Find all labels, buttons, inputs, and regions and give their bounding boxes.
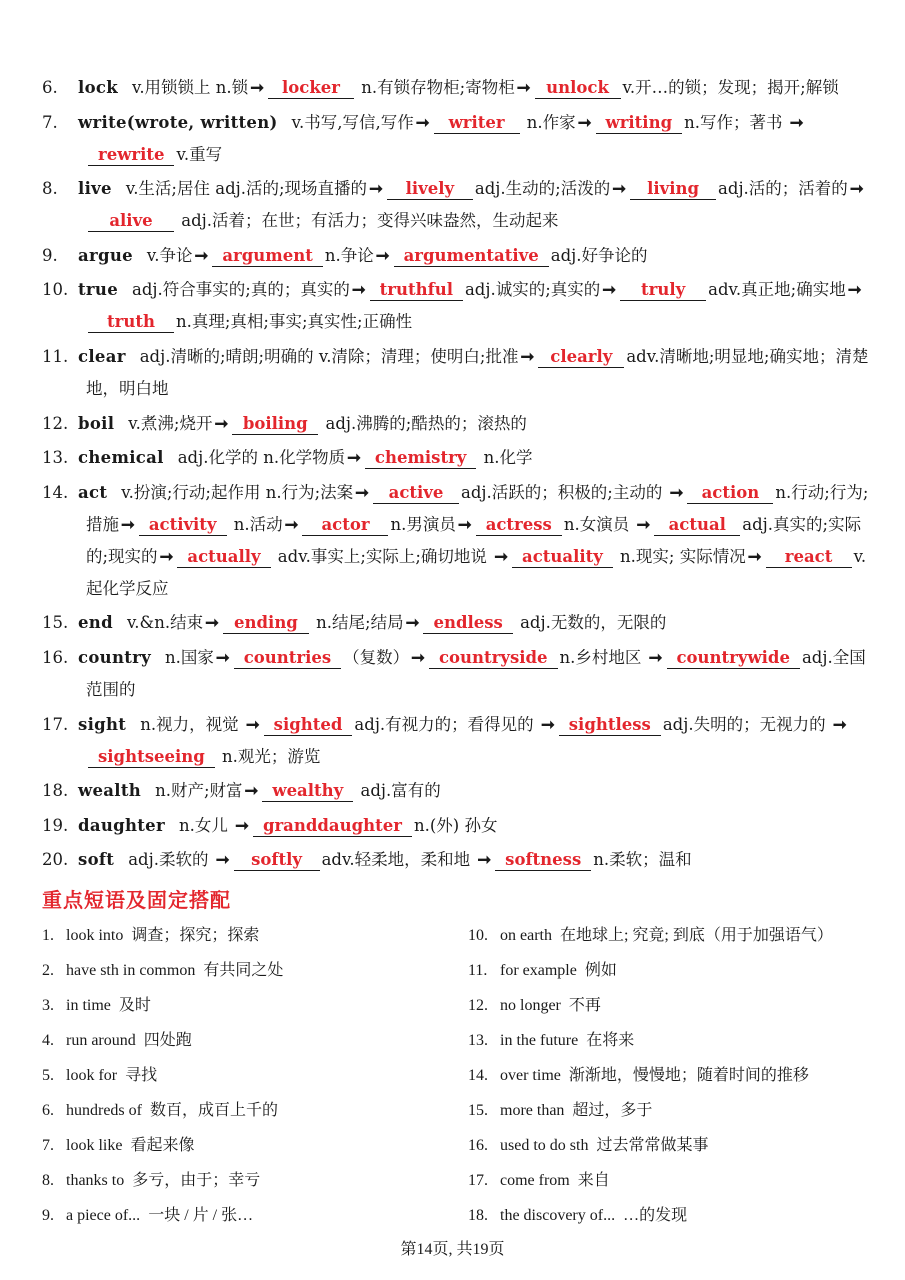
definition-text: n.化学 [478, 448, 533, 468]
phrase-item [468, 1198, 888, 1233]
phrase-item [42, 1163, 482, 1198]
answer-blank: alive [88, 211, 174, 232]
headword: soft [78, 850, 115, 870]
headword: daughter [78, 815, 165, 835]
vocab-entry [42, 607, 872, 639]
answer-blank: softly [234, 850, 320, 871]
phrase-english: look like [66, 1137, 123, 1154]
entry-number: 20. [42, 850, 69, 870]
answer-blank: actual [654, 515, 740, 536]
definition-text: n.柔软；温和 [593, 850, 692, 870]
definition-text: adj.沸腾的;酷热的；滚热的 [320, 413, 527, 433]
answer-blank: sightseeing [88, 747, 215, 768]
answer-blank: ending [223, 613, 309, 634]
phrase-english: a piece of... [66, 1207, 141, 1224]
arrow-icon: ➞ [159, 546, 174, 566]
headword: boil [78, 413, 115, 433]
phrase-number: 18. [468, 1207, 488, 1224]
answer-blank: wealthy [262, 781, 353, 802]
phrase-item [42, 1023, 482, 1058]
phrase-number: 1. [42, 927, 54, 944]
phrase-english: look for [66, 1067, 118, 1084]
definition-text: n.写作；著书 [684, 112, 788, 132]
definition-text: adj.真实的;实际的;现实的 [86, 514, 862, 566]
answer-blank: granddaughter [253, 816, 412, 837]
definition-text: v.扮演;行动;起作用 n.行为;法案 [121, 482, 354, 502]
entry-number: 14. [42, 482, 69, 502]
answer-blank: activity [139, 515, 227, 536]
definition-text: adj.柔软的 [128, 850, 214, 870]
arrow-icon: ➞ [347, 448, 361, 468]
definition-text: n.行动;行为;措施 [86, 482, 869, 534]
phrase-chinese: 及时 [118, 997, 151, 1014]
arrow-icon: ➞ [516, 78, 531, 97]
definition-text: adj.无数的，无限的 [514, 613, 667, 633]
definition-text: adv.事实上;实际上;确切地说 [272, 546, 493, 566]
phrase-item [468, 988, 888, 1023]
phrase-chinese: 寻找 [125, 1067, 158, 1084]
definition-text: adj.有视力的；看得见的 [354, 714, 539, 734]
arrow-icon: ➞ [244, 781, 259, 801]
phrase-english: over time [500, 1067, 561, 1084]
phrase-number: 5. [42, 1067, 54, 1084]
phrase-chinese: 超过，多于 [572, 1102, 653, 1119]
phrase-english: come from [500, 1172, 570, 1189]
phrase-item [468, 953, 888, 988]
phrase-item [42, 953, 482, 988]
answer-blank: truthful [370, 280, 463, 301]
entry-number: 13. [42, 448, 69, 468]
vocab-entry [42, 240, 872, 272]
phrase-number: 14. [468, 1067, 488, 1084]
vocab-entry [42, 341, 872, 405]
vocab-entry [42, 810, 872, 842]
entry-number: 6. [42, 78, 58, 97]
phrase-chinese: 多亏，由于；幸亏 [132, 1172, 261, 1189]
phrase-item [468, 918, 888, 953]
phrase-number: 17. [468, 1172, 488, 1189]
arrow-icon: ➞ [494, 546, 509, 566]
phrase-number: 2. [42, 962, 54, 979]
answer-blank: actually [177, 547, 270, 568]
phrase-english: on earth [500, 927, 552, 944]
arrow-icon: ➞ [849, 179, 864, 199]
phrase-number: 12. [468, 997, 488, 1014]
answer-blank: argumentative [394, 246, 549, 267]
definition-text: n.观光；游览 [216, 746, 321, 766]
phrase-chinese: 来自 [577, 1172, 610, 1189]
phrase-chinese: …的发现 [623, 1207, 688, 1224]
answer-blank: writer [434, 113, 520, 134]
arrow-icon: ➞ [612, 179, 627, 199]
headword: chemical [78, 448, 164, 468]
phrase-item [42, 1198, 482, 1233]
phrase-chinese: 数百，成百上千的 [149, 1102, 278, 1119]
phrase-english: more than [500, 1102, 565, 1119]
answer-blank: living [630, 179, 716, 200]
answer-blank: truly [620, 280, 706, 301]
answer-blank: argument [212, 246, 323, 267]
arrow-icon: ➞ [215, 850, 230, 870]
vocab-entry [42, 72, 872, 104]
answer-blank: action [687, 483, 773, 504]
entry-number: 16. [42, 647, 69, 667]
phrase-chinese: 过去常常做某事 [596, 1137, 709, 1154]
definition-text: v.用锁锁上 n.锁 [131, 78, 249, 97]
phrase-list-left [42, 918, 482, 1233]
definition-text: adv.清晰地;明显地;确实地；清楚地，明白地 [86, 346, 869, 398]
entry-number: 17. [42, 714, 69, 734]
phrase-number: 7. [42, 1137, 54, 1154]
answer-blank: truth [88, 312, 174, 333]
answer-blank: actor [302, 515, 388, 536]
arrow-icon: ➞ [747, 546, 762, 566]
arrow-icon: ➞ [847, 280, 862, 300]
answer-blank: react [766, 547, 852, 568]
answer-blank: active [373, 483, 459, 504]
definition-text: adj.活着；在世；有活力；变得兴味盎然，生动起来 [176, 211, 559, 231]
answer-blank: actuality [512, 547, 613, 568]
phrase-chinese: 渐渐地，慢慢地；随着时间的推移 [568, 1067, 809, 1084]
phrase-english: look into [66, 927, 124, 944]
phrase-item [468, 1128, 888, 1163]
arrow-icon: ➞ [405, 613, 420, 633]
arrow-icon: ➞ [415, 112, 430, 132]
arrow-icon: ➞ [636, 514, 651, 534]
phrase-number: 8. [42, 1172, 54, 1189]
headword: lock [78, 78, 118, 97]
headword: act [78, 482, 108, 502]
arrow-icon: ➞ [369, 179, 383, 199]
vocab-entry [42, 442, 872, 474]
definition-text: n.结尾;结局 [310, 613, 404, 633]
arrow-icon: ➞ [214, 413, 229, 433]
arrow-icon: ➞ [355, 482, 369, 502]
arrow-icon: ➞ [602, 280, 617, 300]
definition-text: v.争论 [146, 245, 193, 265]
phrase-chinese: 一块 / 片 / 张… [148, 1207, 254, 1224]
answer-blank: softness [495, 850, 591, 871]
phrase-english: in the future [500, 1032, 579, 1049]
phrase-english: for example [500, 962, 577, 979]
definition-text: adj.清晰的;晴朗;明确的 v.清除；清理；使明白;批准 [139, 346, 519, 366]
phrase-number: 15. [468, 1102, 488, 1119]
definition-text: n.乡村地区 [559, 647, 647, 667]
entry-number: 9. [42, 245, 58, 265]
phrase-number: 3. [42, 997, 54, 1014]
definition-text: adv.轻柔地，柔和地 [321, 850, 476, 870]
definition-text: adj.好争论的 [550, 245, 648, 265]
phrase-english: no longer [500, 997, 561, 1014]
phrase-english: thanks to [66, 1172, 125, 1189]
phrase-chinese: 在地球上; 究竟; 到底（用于加强语气） [559, 927, 833, 944]
phrase-item [468, 1093, 888, 1128]
phrase-chinese: 例如 [584, 962, 617, 979]
answer-blank: boiling [232, 414, 318, 435]
phrase-number: 9. [42, 1207, 54, 1224]
phrase-item [42, 1058, 482, 1093]
phrase-number: 4. [42, 1032, 54, 1049]
arrow-icon: ➞ [648, 647, 663, 667]
headword: clear [78, 346, 126, 366]
entry-number: 12. [42, 413, 69, 433]
answer-blank: rewrite [88, 145, 174, 166]
headword: argue [78, 245, 133, 265]
vocab-entry [42, 844, 872, 876]
definition-text: v.&n.结束 [126, 613, 204, 633]
headword: write(wrote, written) [78, 112, 278, 132]
definition-text: n.真理;真相;事实;真实性;正确性 [176, 312, 413, 332]
vocab-entry [42, 173, 872, 237]
definition-text: v.生活;居住 adj.活的;现场直播的 [125, 179, 368, 199]
answer-blank: endless [423, 613, 512, 634]
definition-text: adj.失明的；无视力的 [662, 714, 831, 734]
arrow-icon: ➞ [520, 346, 535, 366]
phrase-chinese: 在将来 [586, 1032, 635, 1049]
definition-text: v.重写 [176, 144, 223, 164]
phrase-number: 16. [468, 1137, 488, 1154]
answer-blank: countries [234, 648, 341, 669]
phrase-item [42, 1128, 482, 1163]
arrow-icon: ➞ [577, 112, 592, 132]
definition-text: v.开…的锁；发现；揭开;解锁 [622, 78, 839, 97]
arrow-icon: ➞ [215, 647, 230, 667]
definition-text: n.男演员 [390, 514, 456, 534]
definition-text: adj.符合事实的;真的；真实的 [132, 280, 350, 300]
headword: country [78, 647, 152, 667]
entry-number: 18. [42, 781, 69, 801]
entry-number: 11. [42, 346, 69, 366]
arrow-icon: ➞ [284, 514, 299, 534]
vocab-entry [42, 477, 872, 605]
arrow-icon: ➞ [351, 280, 366, 300]
answer-blank: sighted [264, 715, 353, 736]
section-title: 重点短语及固定搭配 [42, 888, 231, 912]
entry-number: 10. [42, 280, 69, 300]
definition-text: n.作家 [521, 112, 576, 132]
phrase-english: in time [66, 997, 111, 1014]
page-footer: 第14页, 共19页 [400, 1241, 505, 1258]
answer-blank: locker [268, 78, 354, 99]
phrase-item [468, 1058, 888, 1093]
answer-blank: countryside [429, 648, 558, 669]
phrase-number: 6. [42, 1102, 54, 1119]
vocab-entry [42, 775, 872, 807]
arrow-icon: ➞ [205, 613, 219, 633]
phrase-english: the discovery of... [500, 1207, 616, 1224]
definition-text: adj.活的；活着的 [718, 179, 848, 199]
definition-text: n.活动 [228, 514, 283, 534]
vocab-entry [42, 642, 872, 706]
definition-text: adj.化学的 n.化学物质 [177, 448, 346, 468]
definition-text: adj.富有的 [355, 781, 441, 801]
phrase-english: hundreds of [66, 1102, 142, 1119]
definition-text: n.(外) 孙女 [413, 815, 498, 835]
phrase-item [42, 988, 482, 1023]
entry-number: 7. [42, 112, 58, 132]
arrow-icon: ➞ [194, 245, 209, 265]
definition-text: n.女儿 [178, 815, 234, 835]
answer-blank: unlock [535, 78, 621, 99]
headword: sight [78, 714, 127, 734]
headword: true [78, 280, 119, 300]
definition-text: n.女演员 [563, 514, 635, 534]
phrase-chinese: 四处跑 [143, 1032, 192, 1049]
phrase-number: 11. [468, 962, 488, 979]
definition-text: n.财产;财富 [155, 781, 243, 801]
phrase-item [468, 1163, 888, 1198]
definition-text: v.煮沸;烧开 [128, 413, 213, 433]
answer-blank: sightless [559, 715, 661, 736]
vocab-entry [42, 274, 872, 338]
arrow-icon: ➞ [375, 245, 390, 265]
arrow-icon: ➞ [832, 714, 847, 734]
definition-text: n.有锁存物柜;寄物柜 [356, 78, 515, 97]
answer-blank: writing [596, 113, 683, 134]
phrase-number: 13. [468, 1032, 488, 1049]
arrow-icon: ➞ [457, 514, 472, 534]
entry-number: 8. [42, 179, 58, 199]
entry-number: 19. [42, 815, 69, 835]
arrow-icon: ➞ [250, 78, 265, 97]
vocab-entry [42, 107, 872, 171]
arrow-icon: ➞ [540, 714, 555, 734]
phrase-number: 10. [468, 927, 488, 944]
answer-blank: actress [476, 515, 562, 536]
phrase-item [42, 918, 482, 953]
phrase-chinese: 看起来像 [130, 1137, 195, 1154]
phrase-chinese: 不再 [568, 997, 601, 1014]
arrow-icon: ➞ [669, 482, 684, 502]
definition-text: adj.诚实的;真实的 [464, 280, 601, 300]
answer-blank: countrywide [667, 648, 800, 669]
arrow-icon: ➞ [477, 850, 492, 870]
phrase-list-right [468, 918, 888, 1233]
arrow-icon: ➞ [789, 112, 804, 132]
definition-text: n.视力，视觉 [140, 714, 244, 734]
vocabulary-list [42, 72, 872, 879]
definition-text: v.书写,写信,写作 [291, 112, 414, 132]
entry-number: 15. [42, 613, 69, 633]
phrase-english: have sth in common [66, 962, 196, 979]
phrase-english: run around [66, 1032, 136, 1049]
phrase-item [42, 1093, 482, 1128]
arrow-icon: ➞ [411, 647, 425, 667]
phrase-item [468, 1023, 888, 1058]
definition-text: adj.活跃的；积极的;主动的 [461, 482, 668, 502]
definition-text: （复数） [343, 647, 410, 667]
headword: live [78, 179, 112, 199]
arrow-icon: ➞ [121, 514, 135, 534]
arrow-icon: ➞ [235, 815, 249, 835]
phrase-english: used to do sth [500, 1137, 589, 1154]
arrow-icon: ➞ [245, 714, 260, 734]
phrase-chinese: 有共同之处 [203, 962, 284, 979]
answer-blank: clearly [538, 347, 624, 368]
phrase-chinese: 调查；探究；探索 [131, 927, 260, 944]
definition-text: adj.生动的;活泼的 [474, 179, 611, 199]
definition-text: n.争论 [324, 245, 374, 265]
vocab-entry [42, 709, 872, 773]
definition-text: n.国家 [165, 647, 214, 667]
vocab-entry [42, 408, 872, 440]
definition-text: n.现实; 实际情况 [614, 546, 746, 566]
headword: end [78, 613, 113, 633]
definition-text: adv.真正地;确实地 [708, 280, 846, 300]
definition-text: v.起化学反应 [86, 546, 867, 598]
definition-text: adj.全国范围的 [86, 647, 866, 699]
answer-blank: lively [387, 179, 473, 200]
headword: wealth [78, 781, 142, 801]
answer-blank: chemistry [365, 448, 476, 469]
